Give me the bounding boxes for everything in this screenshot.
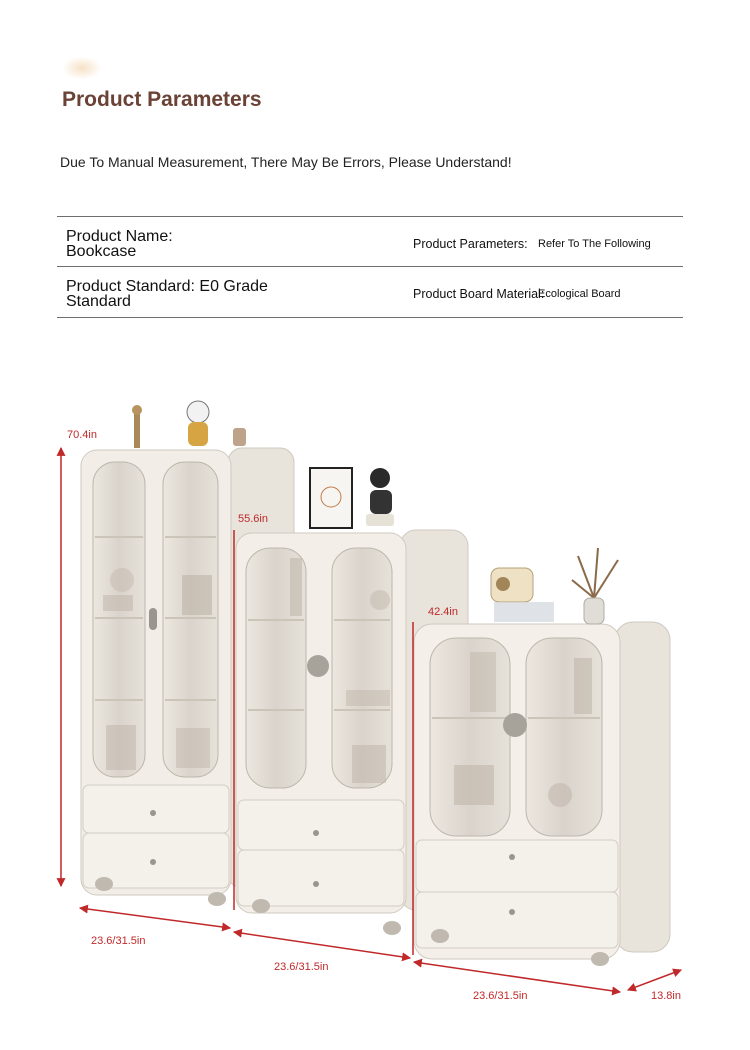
product-parameters-value: Refer To The Following — [538, 238, 651, 250]
small-cabinet — [414, 622, 670, 966]
board-material-cell — [413, 287, 621, 301]
width-label-large: 23.6/31.5in — [91, 935, 146, 947]
height-label-small: 42.4in — [428, 606, 458, 618]
height-label-large: 70.4in — [67, 429, 97, 441]
width-label-medium: 23.6/31.5in — [274, 961, 329, 973]
product-parameters-label: Product Parameters: — [413, 237, 528, 251]
board-material-label: Product Board Material: — [413, 287, 545, 301]
product-parameters-cell — [413, 237, 651, 251]
product-name-value: Bookcase — [66, 243, 137, 260]
depth-label: 13.8in — [651, 990, 681, 1002]
table-middle-rule — [57, 266, 683, 267]
product-standard-label: Product Standard: E0 Grade — [66, 278, 268, 295]
bookcase-product-illustration — [0, 380, 750, 1050]
board-material-value: Ecological Board — [538, 288, 621, 300]
small-cabinet-decorations — [491, 548, 618, 624]
title-glow-decoration — [62, 56, 102, 80]
product-name-label: Product Name: — [66, 228, 173, 245]
table-top-rule — [57, 216, 683, 217]
measurement-note: Due To Manual Measurement, There May Be Errors, Please Understand! — [60, 154, 512, 170]
medium-cabinet-decorations — [310, 468, 394, 528]
width-label-small: 23.6/31.5in — [473, 990, 528, 1002]
product-standard-cell — [66, 279, 268, 309]
product-standard-value: Standard — [66, 293, 131, 310]
height-label-medium: 55.6in — [238, 513, 268, 525]
table-bottom-rule — [57, 317, 683, 318]
large-cabinet-decorations — [132, 401, 246, 448]
product-name-cell — [66, 229, 173, 259]
page-title: Product Parameters — [62, 88, 262, 111]
